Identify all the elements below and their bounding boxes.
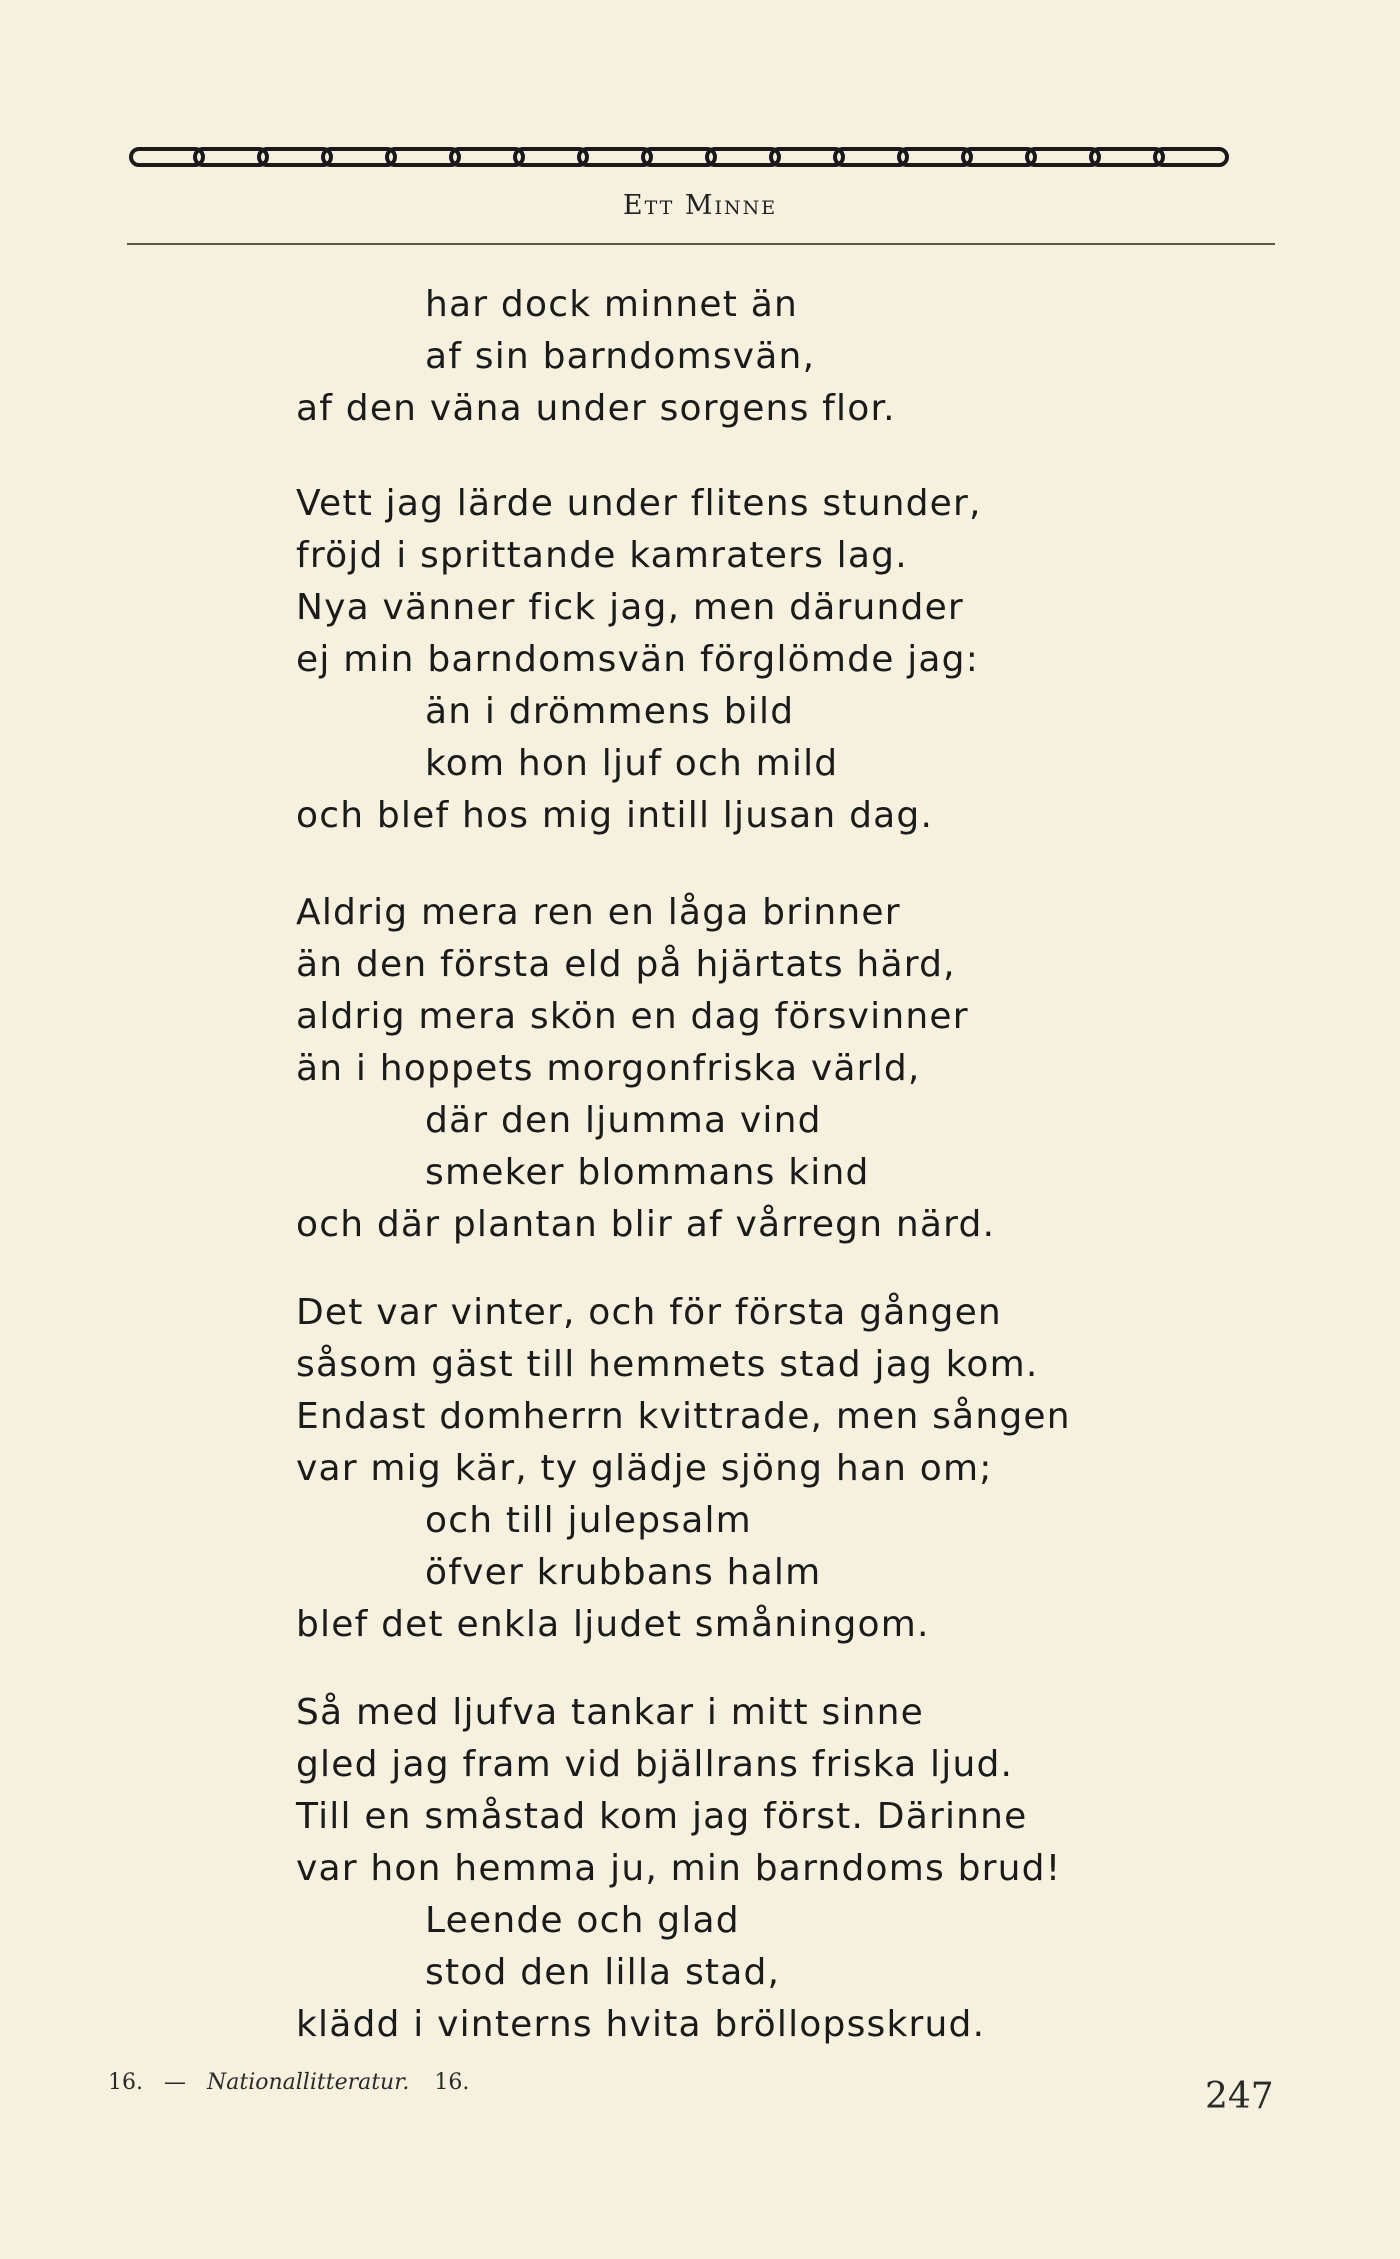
poem-line: stod den lilla stad,	[425, 1952, 781, 1993]
poem-line: Nya vänner fick jag, men därunder	[296, 587, 964, 628]
poem-line: och till julepsalm	[425, 1500, 752, 1541]
poem-line: af sin barndomsvän,	[425, 336, 816, 377]
poem-line: gled jag fram vid bjällrans friska ljud.	[296, 1744, 1014, 1785]
poem-line: än den första eld på hjärtats härd,	[296, 944, 956, 985]
poem-line: Leende och glad	[425, 1900, 740, 1941]
printer-signature	[108, 2070, 469, 2095]
poem-line: har dock minnet än	[425, 284, 798, 325]
poem-line: blef det enkla ljudet småningom.	[296, 1604, 930, 1645]
poem-line: var mig kär, ty glädje sjöng han om;	[296, 1448, 993, 1489]
signature-left: 16.	[108, 2070, 143, 2095]
poem-line: än i hoppets morgonfriska värld,	[296, 1048, 921, 1089]
poem-line: af den väna under sorgens flor.	[296, 388, 896, 429]
poem-line: Aldrig mera ren en låga brinner	[296, 892, 901, 933]
poem-line: och blef hos mig intill ljusan dag.	[296, 795, 934, 836]
poem-line: och där plantan blir af vårregn närd.	[296, 1204, 996, 1245]
running-head: Ett Minne	[622, 190, 778, 221]
decorative-chain-border	[127, 138, 1275, 176]
poem-line: smeker blommans kind	[425, 1152, 870, 1193]
poem-line: än i drömmens bild	[425, 691, 795, 732]
journal-title: Nationallitteratur.	[207, 2070, 410, 2095]
poem-line: Till en småstad kom jag först. Därinne	[296, 1796, 1028, 1837]
signature-right: 16.	[434, 2070, 470, 2095]
poem-line: Vett jag lärde under flitens stunder,	[296, 483, 982, 524]
poem-line: kom hon ljuf och mild	[425, 743, 839, 784]
signature-dash: —	[164, 2070, 186, 2095]
poem-line: ej min barndomsvän förglömde jag:	[296, 639, 980, 680]
poem-line: fröjd i sprittande kamraters lag.	[296, 535, 908, 576]
poem-line: där den ljumma vind	[425, 1100, 822, 1141]
poem-line: såsom gäst till hemmets stad jag kom.	[296, 1344, 1039, 1385]
page-number: 247	[1205, 2076, 1274, 2117]
poem-line: klädd i vinterns hvita bröllopsskrud.	[296, 2004, 986, 2045]
header-rule	[127, 243, 1275, 245]
poem-line: Så med ljufva tankar i mitt sinne	[296, 1692, 925, 1733]
poem-line: Det var vinter, och för första gången	[296, 1292, 1002, 1333]
poem-line: var hon hemma ju, min barndoms brud!	[296, 1848, 1062, 1889]
poem-line: Endast domherrn kvittrade, men sången	[296, 1396, 1071, 1437]
poem-line: aldrig mera skön en dag försvinner	[296, 996, 969, 1037]
poem-line: öfver krubbans halm	[425, 1552, 822, 1593]
